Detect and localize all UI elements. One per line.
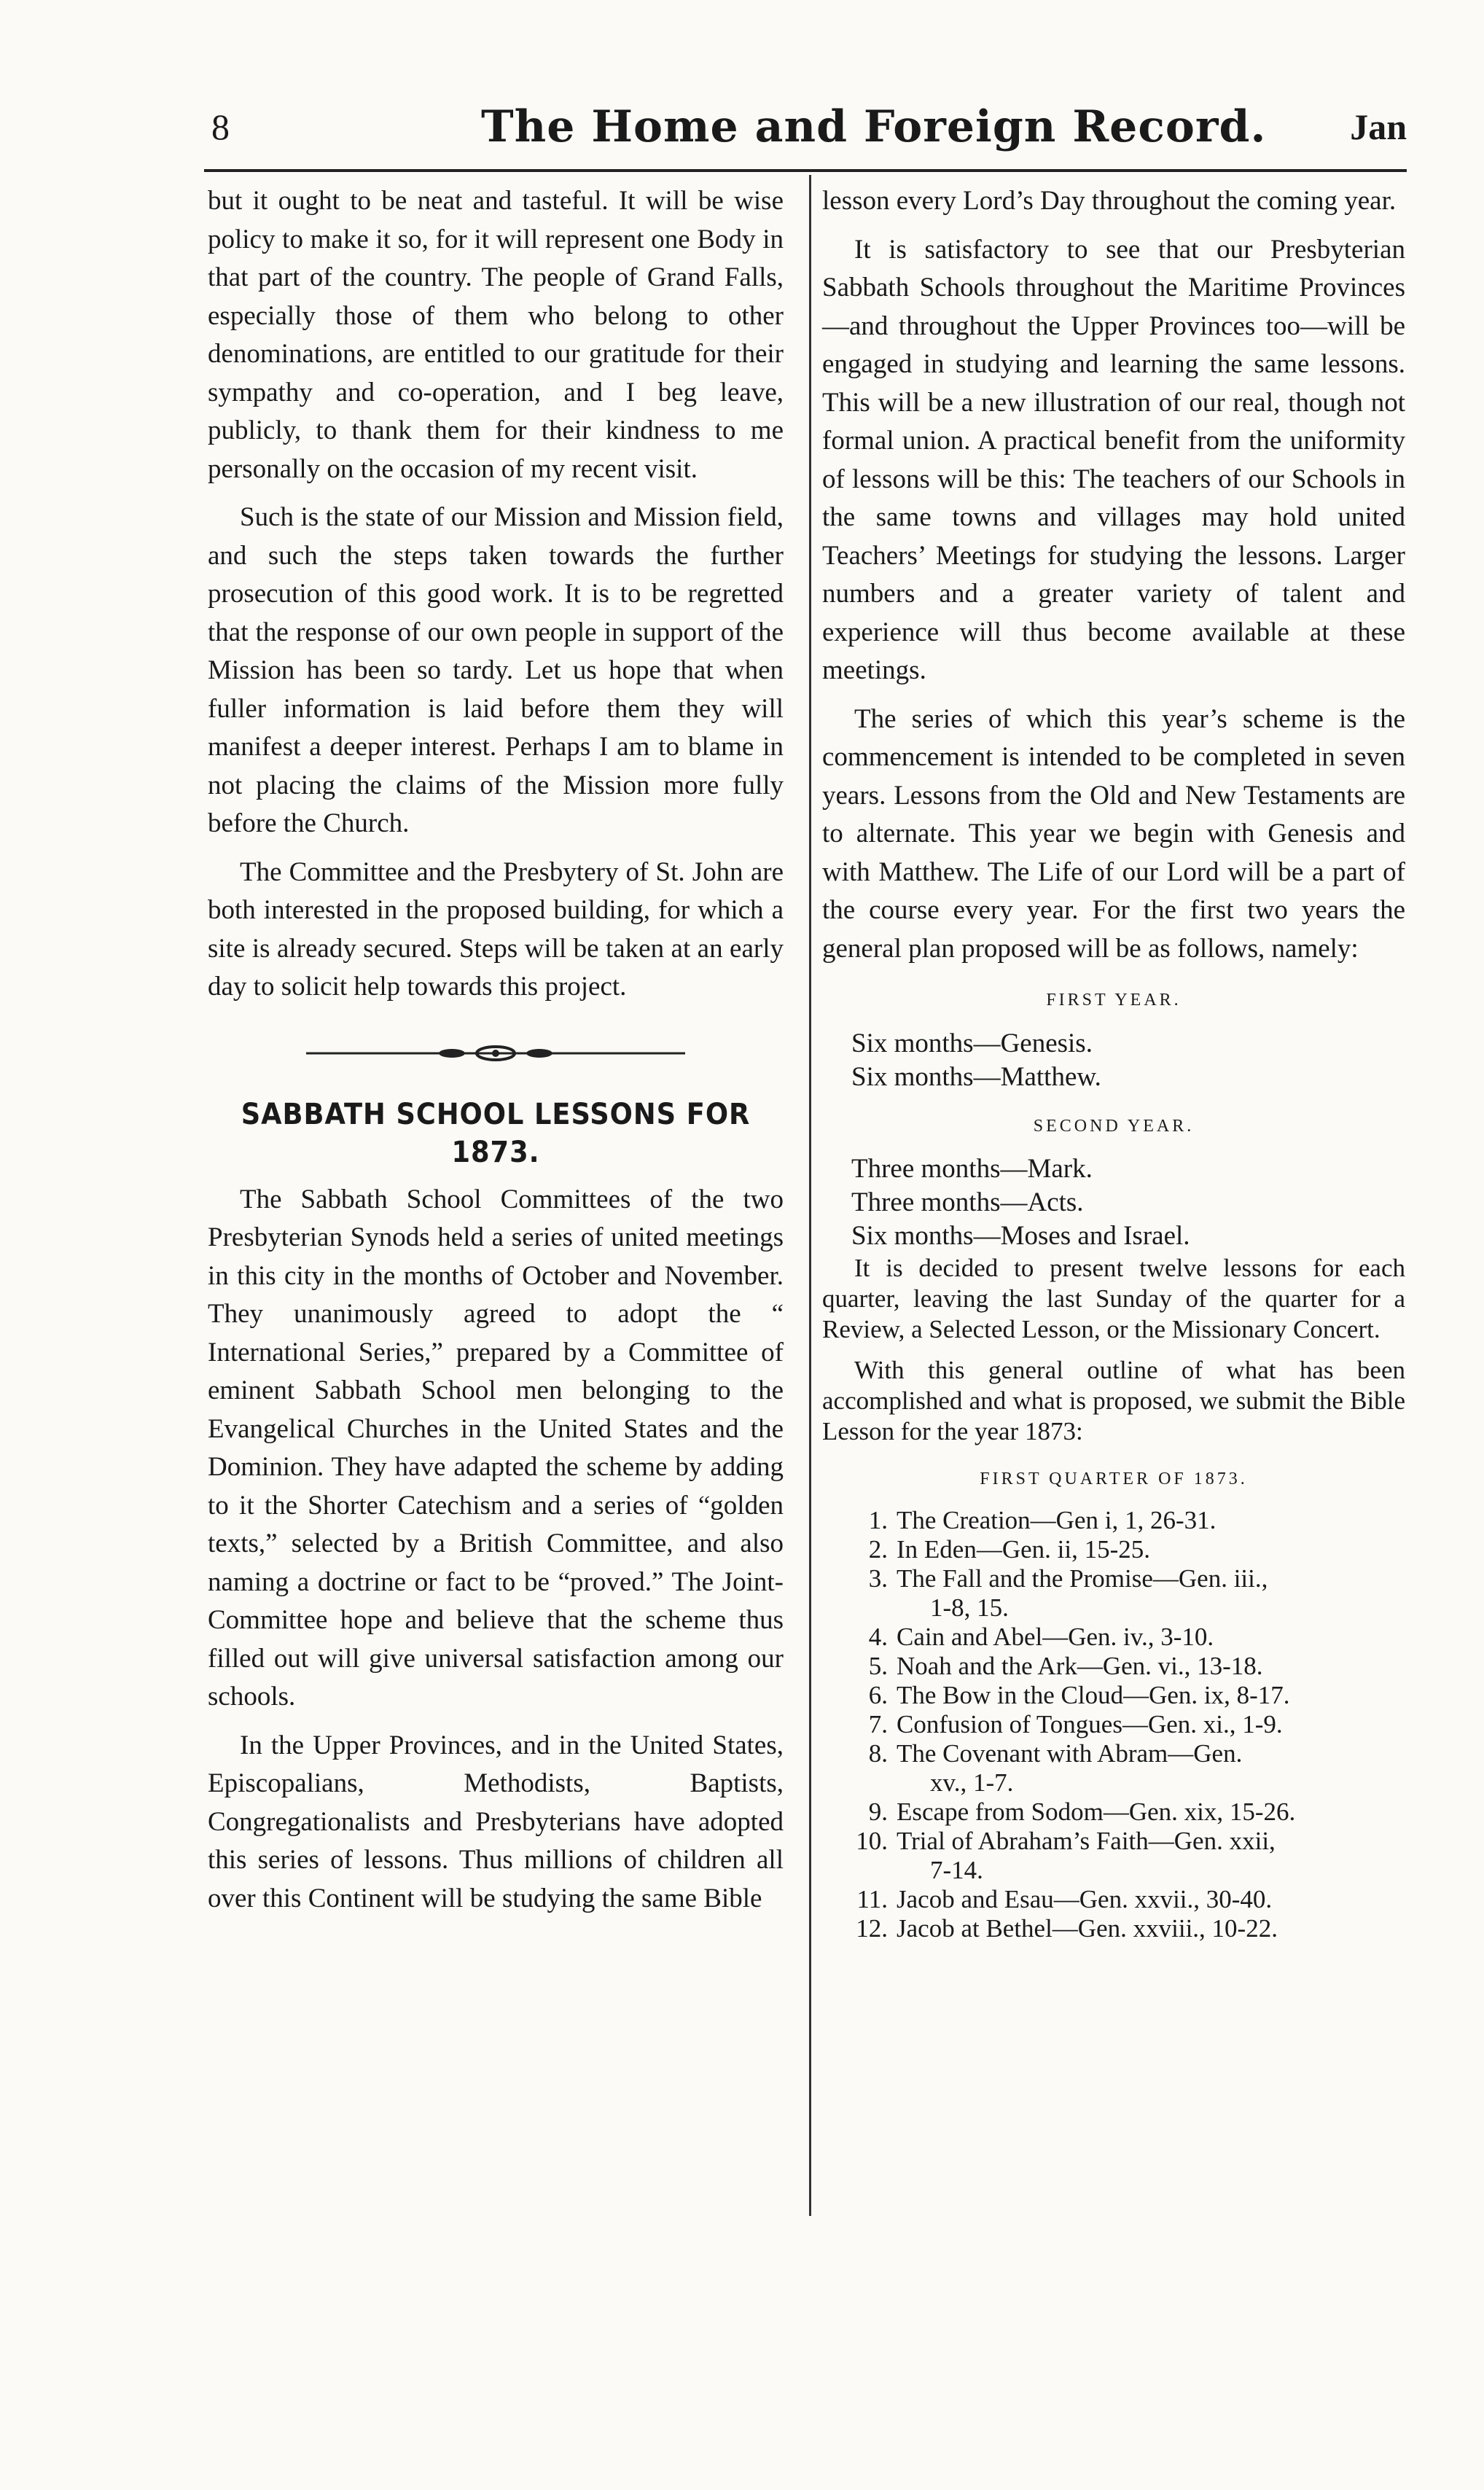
lesson-item: 5. Noah and the Ark—Gen. vi., 13-18. [868, 1651, 1263, 1680]
paragraph: It is satisfactory to see that our Presbyterian Sabbath Schools throughout the Maritime Provinces—and throughout the Upper Provinces too—will be engaged in studying and learning the same lessons. This will be a new illustration of our real, though not formal union. A practical benefit from the uniformity of lessons will be this: The teachers of our Schools in the same towns and villages may hold united Teachers’ Meetings for studying the lessons. Larger numbers and a greater variety of talent and experience will thus become available at these meetings. [822, 234, 1405, 685]
section-heading: SABBATH SCHOOL LESSONS FOR 1873. [241, 1097, 751, 1169]
paragraph: lesson every Lord’s Day throughout the coming year. [822, 186, 1397, 216]
lesson-item: 11. Jacob and Esau—Gen. xxvii., 30-40. [856, 1884, 1273, 1913]
lesson-item: 7. Confusion of Tongues—Gen. xi., 1-9. [868, 1709, 1283, 1738]
paragraph: The Committee and the Presbytery of St. John are both interested in the proposed building, for which a site is already secured. Steps will be taken at an early day to solicit help towards this project. [208, 856, 784, 1002]
lesson-item: 2. In Eden—Gen. ii, 15-25. [868, 1534, 1150, 1564]
quarter-heading: FIRST QUARTER OF 1873. [980, 1470, 1248, 1488]
paragraph: In the Upper Provinces, and in the United States, Episcopalians, Methodists, Baptists, Congregationalists and Presbyterians have adopted this series of lessons. Thus millions of children all over this Continent will be studying the same Bible [208, 1730, 784, 1913]
lesson-item: 1. The Creation—Gen i, 1, 26-31. [868, 1505, 1217, 1534]
second-year-heading: SECOND YEAR. [1033, 1116, 1195, 1136]
paragraph: With this general outline of what has been accomplished and what is proposed, we submit the Bible Lesson for the year 1873: [822, 1356, 1405, 1445]
paragraph: The series of which this year’s scheme is the commencement is intended to be completed in seven years. Lessons from the Old and New Testaments are to alternate. This year we begin with Genesis and with Matthew. The Life of our Lord will be a part of the course every year. For the first two years the general plan proposed will be as follows, namely: [822, 703, 1405, 964]
plan-item: Three months—Mark. [851, 1154, 1093, 1184]
page-header [204, 101, 1407, 171]
first-year-heading: FIRST YEAR. [1046, 991, 1182, 1010]
header-rule [204, 169, 1407, 172]
right-column [822, 182, 1405, 1943]
ornament-flourish-icon [306, 1042, 685, 1064]
lesson-item: 12. Jacob at Bethel—Gen. xxviii., 10-22. [856, 1913, 1278, 1943]
lesson-item: 10. Trial of Abraham’s Faith—Gen. xxii, [856, 1826, 1276, 1855]
paragraph: It is decided to present twelve lessons for each quarter, leaving the last Sunday of the quarter for a Review, a Selected Lesson, or the Missionary Concert. [822, 1254, 1405, 1343]
paragraph: Such is the state of our Mission and Mission field, and such the steps taken towards the further prosecution of this good work. It is to be regretted that the response of our own people in support of the Mission has been so tardy. Let us hope that when fuller information is laid before them they will manifest a deeper interest. Perhaps I am to blame in not placing the claims of the Mission more fully before the Church. [208, 502, 784, 838]
lesson-item-continuation: 1-8, 15. [930, 1593, 1009, 1622]
page-number: 8 [211, 106, 230, 147]
journal-title: The Home and Foreign Record. [481, 101, 1267, 152]
paragraph: The Sabbath School Committees of the two Presbyterian Synods held a series of united meetings in this city in the months of October and November. They unanimously agreed to adopt the “ International Series,” prepared by a Committee of eminent Sabbath School men belonging to the Evangelical Churches in the United States and the Dominion. They have adapted the scheme by adding to it the Shorter Catechism and a series of “golden texts,” selected by a British Committee, and also naming a doctrine or fact to be “proved.” The Joint-Committee hope and believe that the scheme thus filled out will give universal satisfaction among our schools. [208, 1184, 784, 1712]
lesson-item-continuation: xv., 1-7. [930, 1768, 1014, 1797]
column-divider [809, 175, 811, 2216]
lesson-item-continuation: 7-14. [930, 1855, 983, 1884]
lesson-item: 8. The Covenant with Abram—Gen. [868, 1738, 1243, 1768]
section-ornament [208, 1017, 784, 1090]
lesson-item: 9. Escape from Sodom—Gen. xix, 15-26. [868, 1797, 1296, 1826]
plan-item: Six months—Moses and Israel. [851, 1221, 1190, 1251]
lesson-list [822, 1506, 1405, 1943]
plan-item: Six months—Matthew. [851, 1061, 1101, 1092]
paragraph: but it ought to be neat and tasteful. It will be wise policy to make it so, for it will represent one Body in that part of the country. The people of Grand Falls, especially those of them who belong to other denominations, are entitled to our gratitude for their sympathy and co-operation, and I beg leave, publicly, to thank them for their kindness to me personally on the occasion of my recent visit. [208, 186, 784, 484]
lesson-item: 3. The Fall and the Promise—Gen. iii., [868, 1564, 1268, 1593]
left-column [208, 182, 784, 1928]
lesson-item: 6. The Bow in the Cloud—Gen. ix, 8-17. [868, 1680, 1290, 1709]
lesson-item: 4. Cain and Abel—Gen. iv., 3-10. [868, 1622, 1214, 1651]
plan-item: Three months—Acts. [851, 1187, 1084, 1217]
plan-item: Six months—Genesis. [851, 1028, 1093, 1058]
issue-month: Jan [1350, 106, 1407, 147]
